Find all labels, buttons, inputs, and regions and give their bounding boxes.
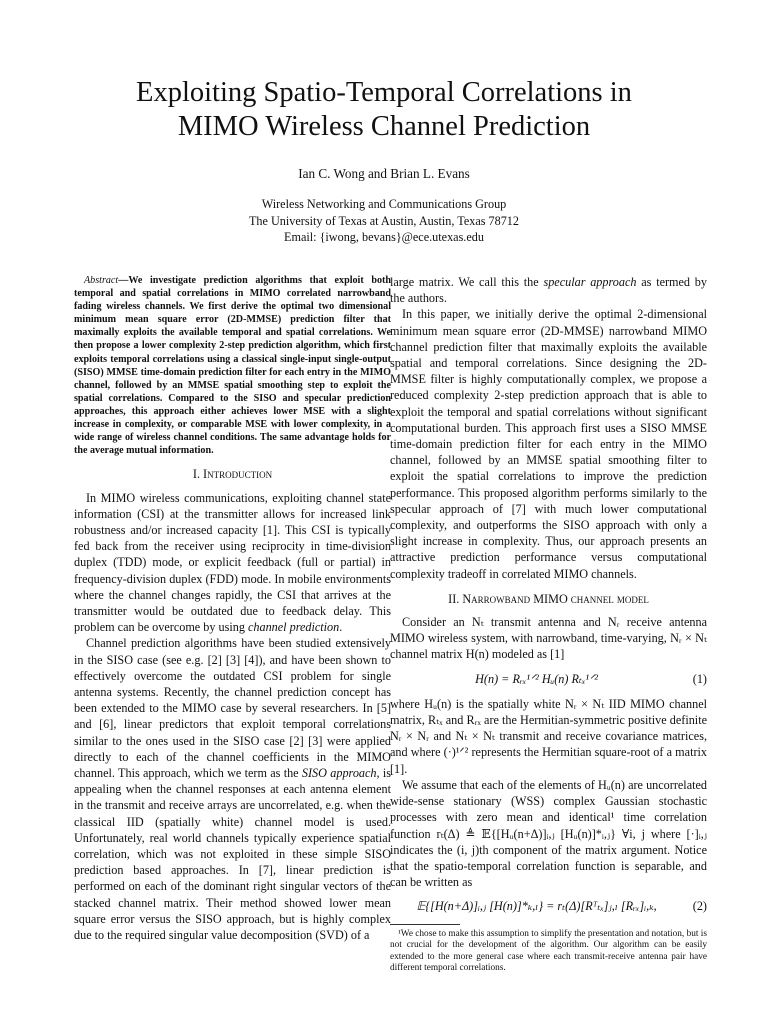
abstract	[74, 274, 391, 457]
intro-continuation: large matrix. We call this the specular approach as termed by the authors.	[390, 275, 707, 306]
section-model-heading: II. Narrowband MIMO channel model	[448, 591, 649, 606]
authors: Ian C. Wong and Brian L. Evans	[298, 166, 470, 181]
equation-1	[390, 671, 707, 687]
footnote: ¹We chose to make this assumption to simplify the presentation and notation, but is not crucial for the development of the algorithm. Our algorithm can be easily extended to the more general case where each transmit-receive antenna pair have different temporal correlations.	[390, 928, 707, 974]
section-introduction-heading: I. Introduction	[192, 467, 273, 482]
model-paragraph-3: We assume that each of the elements of Hᵤ(n) are uncorrelated wide-sense stationary (WSS) complex Gaussian stochastic processes with zero mean and identical¹ time correlation function rₜ(Δ) ≜ 𝔼{[Hᵤ(n+Δ)]ᵢ,ⱼ [Hᵤ(n)]*ᵢ,ⱼ} ∀i, j where [·]ᵢ,ⱼ indicates the (i, j)th component of the matrix argument. Notice that the spatio-temporal correlation function is separable, and can be written as	[390, 777, 707, 890]
intro-paragraph-3: In this paper, we initially derive the optimal 2-dimensional minimum mean square error (2D-MMSE) narrowband MIMO channel prediction filter that maximally exploits the available spatial and temporal correlations. Since designing the 2D-MMSE filter is highly computationally complex, we propose a reduced complexity 2-step prediction approach that is able to exploit the temporal and spatial correlations without significant computational burden. This approach first uses a SISO MMSE time-domain prediction filter for each entry in the MIMO channel, followed by an MMSE spatial smoothing filter to exploit the spatial correlations to improve the prediction performance. This proposed algorithm performs similarly to the specular approach of [7] with much lower computational complexity, and outperforms the SISO approach with only a slight increase in complexity. Thus, our approach presents an attractive prediction performance versus computational complexity tradeoff in correlated MIMO channels.	[390, 307, 707, 581]
abstract-lead: Abstract	[84, 275, 119, 286]
equation-2-number: (2)	[692, 899, 707, 914]
specular-approach-term: specular approach	[543, 275, 637, 289]
equation-1-number: (1)	[692, 671, 707, 686]
title-line-2: MIMO Wireless Channel Prediction	[177, 111, 591, 142]
paper-title	[0, 76, 768, 144]
channel-prediction-term: channel prediction	[247, 620, 340, 635]
affiliation-group: Wireless Networking and Communications Group	[261, 197, 507, 211]
right-column	[390, 274, 707, 975]
title-line-1: Exploiting Spatio-Temporal Correlations in	[136, 77, 632, 108]
footnote-rule	[390, 924, 460, 925]
affiliation-email: Email: {iwong, bevans}@ece.utexas.edu	[284, 230, 484, 244]
left-column	[74, 274, 391, 943]
model-paragraph-1: Consider an Nₜ transmit antenna and Nᵣ receive antenna MIMO wireless system, with narrowband, time-varying, Nᵣ × Nₜ channel matrix H(n) modeled as [1]	[390, 615, 707, 662]
abstract-body: —We investigate prediction algorithms that exploit both temporal and spatial correlations in MIMO correlated narrowband fading wireless channels. We first derive the optimal two dimensional minimum mean square error (2D-MMSE) prediction filter that maximally exploits the available temporal and spatial correlations. We then propose a lower complexity 2-step prediction algorithm, which first exploits temporal correlations using a classical single-input single-output (SISO) MMSE time-domain prediction filter for each entry in the MIMO channel, followed by an MMSE spatial smoothing step to exploit the spatial correlations. Compared to the SISO and specular prediction approaches, this approach either achieves lower MSE with a slight increase in complexity, or comparable MSE with lower complexity, in a wide range of wireless channel conditions. The same advantage holds for the average mutual information.	[74, 275, 391, 457]
intro-paragraph-2: Channel prediction algorithms have been studied extensively in the SISO case (see e.g. [2] [3] [4]), and have been shown to effectively overcome the outdated CSI problem for single antenna systems. Recently, the channel prediction concept has been extended to the MIMO case by several researchers. In [5] and [6], linear predictors that exploit temporal correlations similar to the ones used in the SISO case [2] [3] were applied directly to each of the channel coefficients in the MIMO channel. This approach, which we term as the SISO approach, is appealing when the channel responses at each antenna element in the transmit and receive arrays are uncorrelated, e.g. when the classical IID (spatially white) channel model is used. Unfortunately, real world channels typically experience spatial correlation, which was not exploited in these simple SISO prediction based approaches. In [7], linear prediction is performed on each of the dominant right singular vectors of the stacked channel matrix. Their method showed lower mean square error versus the SISO approach, but is highly complex due to the required singular value decomposition (SVD) of a	[74, 636, 392, 942]
equation-1-body: H(n) = Rᵣₓ¹ᐟ² Hᵤ(n) Rₜₓ¹ᐟ²	[475, 671, 598, 686]
siso-approach-term: SISO approach	[301, 765, 377, 780]
intro-paragraph-1: In MIMO wireless communications, exploiting channel state information (CSI) at the transmitter allows for increased link robustness and/or increased capacity [1]. This CSI is typically fed back from the receiver using reciprocity in time-division duplex (TDD) mode, or explicit feedback (full or partial) in frequency-division duplex (FDD) mode. In mobile environments where the channel changes rapidly, the CSI that arrives at the transmitter would be outdated due to feedback delay. This problem can be overcome by using channel prediction.	[74, 490, 391, 635]
equation-2	[390, 898, 707, 914]
affiliation-university: The University of Texas at Austin, Austin, Texas 78712	[248, 213, 519, 228]
model-paragraph-2: where Hᵤ(n) is the spatially white Nᵣ × Nₜ IID MIMO channel matrix, Rₜₓ and Rᵣₓ are the Hermitian-symmetric positive definite Nᵣ × Nᵣ and Nₜ × Nₜ transmit and receive covariance matrices, and where (·)¹ᐟ² represents the Hermitian square-root of a matrix [1].	[390, 696, 707, 776]
affiliation	[0, 196, 768, 246]
equation-2-body: 𝔼{[H(n+Δ)]ᵢ,ⱼ [H(n)]*ₖ,ₗ} = rₜ(Δ)[Rᵀₜₓ]ⱼ,ₗ [Rᵣₓ]ᵢ,ₖ,	[416, 899, 657, 914]
